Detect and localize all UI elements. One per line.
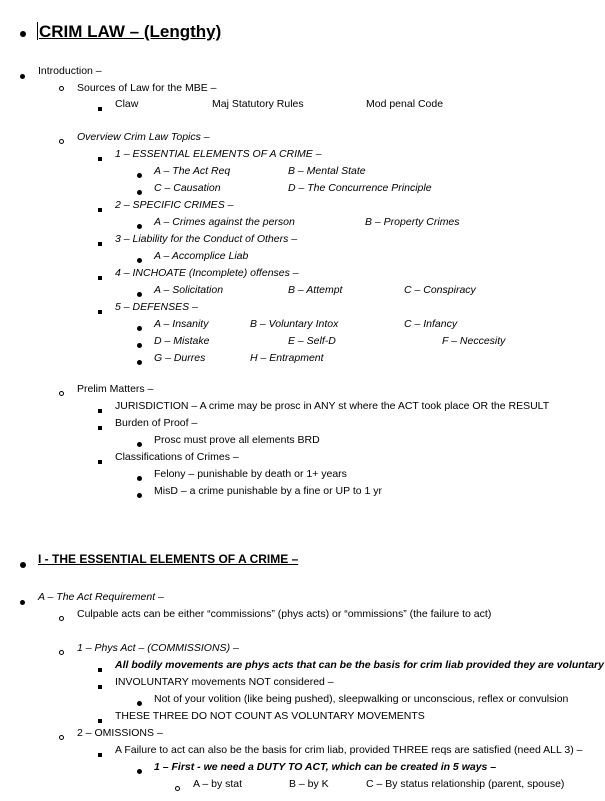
bullet-square-icon xyxy=(98,151,102,165)
by-stat-text: A – by stat xyxy=(193,778,243,790)
bullet-square-icon xyxy=(98,403,102,417)
bullet-dot-icon xyxy=(137,437,142,451)
topic-1b: B – Mental State xyxy=(288,165,366,177)
bullet-dot-icon xyxy=(137,338,142,352)
topic-1d: D – The Concurrence Principle xyxy=(288,182,432,194)
topic-2a: A – Crimes against the person xyxy=(154,216,295,228)
by-status-text: C – By status relationship (parent, spouse) xyxy=(366,778,565,790)
bullet-square-icon xyxy=(98,101,102,115)
bullet-circle-icon xyxy=(59,81,64,95)
topic-4b: B – Attempt xyxy=(288,284,343,296)
bullet-dot-icon xyxy=(137,253,142,267)
topic-5: 5 – DEFENSES – xyxy=(115,301,198,313)
text-cursor xyxy=(37,22,38,40)
bullet-square-icon xyxy=(98,662,102,676)
jurisdiction-text: JURISDICTION – A crime may be prosc in ANY st where the ACT took place OR the RESULT xyxy=(115,400,550,412)
topic-2: 2 – SPECIFIC CRIMES – xyxy=(115,199,234,211)
phys-act-label: 1 – Phys Act – (COMMISSIONS) – xyxy=(77,642,239,654)
bullet-circle-icon xyxy=(59,730,64,744)
bullet-dot-icon xyxy=(137,185,142,199)
bullet-circle-icon xyxy=(175,781,180,795)
bullet-dot-icon xyxy=(137,471,142,485)
bullet-square-icon xyxy=(98,679,102,693)
bullet-square-icon xyxy=(98,420,102,434)
topic-3: 3 – Liability for the Conduct of Others – xyxy=(115,233,298,245)
title-text: CRIM LAW – (Lengthy) xyxy=(39,22,222,41)
omissions-label: 2 – OMISSIONS – xyxy=(77,727,163,739)
bullet-dot-icon xyxy=(137,287,142,301)
source-statutory: Maj Statutory Rules xyxy=(212,98,304,110)
topic-5c: C – Infancy xyxy=(404,318,458,330)
topic-4c: C – Conspiracy xyxy=(404,284,476,296)
source-mpc: Mod penal Code xyxy=(366,98,444,110)
these-three-text: THESE THREE DO NOT COUNT AS VOLUNTARY MOVEMENTS xyxy=(115,710,425,722)
bodily-text: All bodily movements are phys acts that can be the basis for crim liab provided they are voluntary xyxy=(115,659,604,671)
sources-label: Sources of Law for the MBE – xyxy=(77,82,217,94)
misd-text: MisD – a crime punishable by a fine or UP to 1 yr xyxy=(154,485,382,497)
bullet-dot-icon xyxy=(137,219,142,233)
topic-5b: B – Voluntary Intox xyxy=(250,318,339,330)
bullet-square-icon xyxy=(98,454,102,468)
topic-5e: E – Self-D xyxy=(288,335,336,347)
topic-3a: A – Accomplice Liab xyxy=(154,250,249,262)
burden-label: Burden of Proof – xyxy=(115,417,198,429)
bullet-square-icon xyxy=(98,747,102,761)
source-claw: Claw xyxy=(115,98,139,110)
by-k-text: B – by K xyxy=(289,778,329,790)
bullet-square-icon xyxy=(98,270,102,284)
first-text: 1 – First - we need a DUTY TO ACT, which can be created in 5 ways – xyxy=(154,761,497,773)
bullet-dot-icon xyxy=(137,488,142,502)
felony-text: Felony – punishable by death or 1+ years xyxy=(154,468,347,480)
culpable-text: Culpable acts can be either “commissions” (phys acts) or “ommissions” (the failure to act) xyxy=(77,608,492,620)
involuntary-label: INVOLUNTARY movements NOT considered – xyxy=(115,676,334,688)
bullet-square-icon xyxy=(98,236,102,250)
page-title xyxy=(37,22,221,42)
bullet-dot-icon xyxy=(137,168,142,182)
bullet-dot-icon xyxy=(20,27,26,41)
intro-label: Introduction – xyxy=(38,65,102,77)
overview-label: Overview Crim Law Topics – xyxy=(77,131,210,143)
bullet-circle-icon xyxy=(59,134,64,148)
topic-4a: A – Solicitation xyxy=(154,284,224,296)
act-req-label: A – The Act Requirement – xyxy=(38,591,164,603)
bullet-dot-icon xyxy=(137,321,142,335)
bullet-circle-icon xyxy=(59,645,64,659)
bullet-dot-icon xyxy=(137,696,142,710)
bullet-circle-icon xyxy=(59,611,64,625)
not-volition-text: Not of your volition (like being pushed), sleepwalking or unconscious, reflex or convulsion xyxy=(154,693,569,705)
bullet-dot-icon xyxy=(20,595,25,609)
bullet-dot-icon xyxy=(20,69,25,83)
bullet-square-icon xyxy=(98,202,102,216)
bullet-dot-icon xyxy=(137,355,142,369)
topic-1c: C – Causation xyxy=(154,182,221,194)
burden-sub: Prosc must prove all elements BRD xyxy=(154,434,320,446)
topic-5h: H – Entrapment xyxy=(250,352,324,364)
topic-1: 1 – ESSENTIAL ELEMENTS OF A CRIME – xyxy=(115,148,322,160)
topic-5f: F – Neccesity xyxy=(442,335,506,347)
bullet-dot-icon xyxy=(137,764,142,778)
topic-5d: D – Mistake xyxy=(154,335,210,347)
prelim-label: Prelim Matters – xyxy=(77,383,154,395)
failure-text: A Failure to act can also be the basis for crim liab, provided THREE reqs are satisfied (need ALL 3) – xyxy=(115,744,583,756)
bullet-square-icon xyxy=(98,304,102,318)
topic-2b: B – Property Crimes xyxy=(365,216,460,228)
bullet-square-icon xyxy=(98,713,102,727)
topic-4: 4 – INCHOATE (Incomplete) offenses – xyxy=(115,267,299,279)
topic-1a: A – The Act Req xyxy=(154,165,231,177)
classes-label: Classifications of Crimes – xyxy=(115,451,239,463)
topic-5g: G – Durres xyxy=(154,352,206,364)
section-1-heading: I - THE ESSENTIAL ELEMENTS OF A CRIME – xyxy=(38,552,299,566)
topic-5a: A – Insanity xyxy=(154,318,209,330)
bullet-dot-icon xyxy=(20,558,26,572)
bullet-circle-icon xyxy=(59,386,64,400)
